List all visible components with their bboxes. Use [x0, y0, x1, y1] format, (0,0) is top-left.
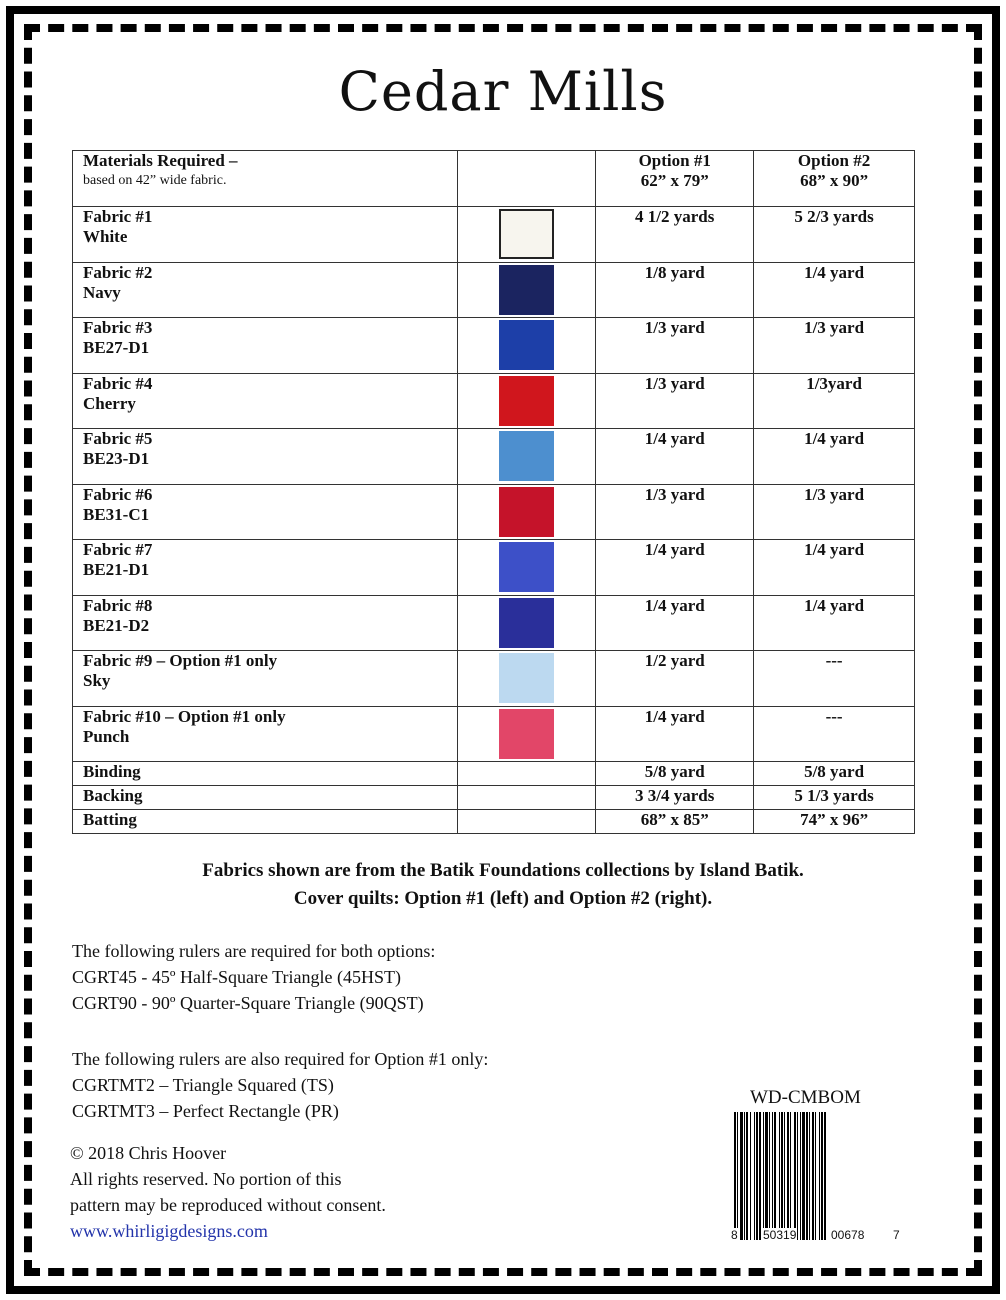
swatch-cell [458, 706, 596, 762]
fabric-name: Fabric #7 [83, 540, 153, 559]
fabric-row [73, 373, 915, 429]
copyright-block [70, 1140, 386, 1244]
fabric-row [73, 651, 915, 707]
option1-amount: 1/3 yard [596, 484, 754, 540]
option1-amount: 68” x 85” [596, 810, 754, 834]
fabric-swatch [499, 431, 554, 481]
fabric-swatch [499, 376, 554, 426]
materials-header-cell [73, 151, 458, 207]
fabric-name: Fabric #5 [83, 429, 153, 448]
fabric-swatch [499, 209, 554, 259]
rulers-option1-section [72, 1046, 488, 1124]
extra-label: Backing [73, 786, 458, 810]
option2-amount: 1/4 yard [754, 429, 915, 485]
option2-amount: 1/3 yard [754, 484, 915, 540]
ruler-item: CGRTMT2 – Triangle Squared (TS) [72, 1075, 334, 1095]
fabric-label-cell [73, 651, 458, 707]
swatch-cell [458, 262, 596, 318]
option1-amount: 1/3 yard [596, 373, 754, 429]
fabric-swatch [499, 542, 554, 592]
materials-table [72, 150, 915, 834]
fabric-code: White [83, 227, 128, 246]
option2-amount: 1/3yard [754, 373, 915, 429]
extra-swatch-cell [458, 762, 596, 786]
consent-line: pattern may be reproduced without consent. [70, 1195, 386, 1215]
fabric-code: Sky [83, 671, 111, 690]
rulers-both-intro: The following rulers are required for both options: [72, 941, 436, 961]
option1-header-cell [596, 151, 754, 207]
fabric-label-cell [73, 706, 458, 762]
fabric-code: BE21-D2 [83, 615, 150, 635]
rights-line: All rights reserved. No portion of this [70, 1169, 342, 1189]
option1-amount: 5/8 yard [596, 762, 754, 786]
rulers-option1-intro: The following rulers are also required for Option #1 only: [72, 1049, 489, 1069]
extra-row [73, 786, 915, 810]
fabric-swatch [499, 487, 554, 537]
swatch-cell [458, 373, 596, 429]
fabric-label-cell [73, 540, 458, 596]
ruler-item: CGRT90 - 90º Quarter-Square Triangle (90QST) [72, 993, 424, 1013]
fabric-name: Fabric #1 [83, 207, 153, 226]
ruler-item: CGRTMT3 – Perfect Rectangle (PR) [72, 1101, 339, 1121]
extra-row [73, 810, 915, 834]
fabric-row [73, 484, 915, 540]
option1-amount: 1/4 yard [596, 706, 754, 762]
extra-swatch-cell [458, 810, 596, 834]
fabric-label-cell [73, 207, 458, 263]
rulers-both-section [72, 938, 435, 1016]
extra-label: Batting [73, 810, 458, 834]
option1-amount: 1/4 yard [596, 540, 754, 596]
fabric-label-cell [73, 595, 458, 651]
option2-name: Option #2 [797, 151, 871, 170]
extra-row [73, 762, 915, 786]
option1-amount: 1/4 yard [596, 429, 754, 485]
fabric-name: Fabric #8 [83, 595, 153, 615]
cover-quilts-note: Cover quilts: Option #1 (left) and Option #2 (right). [293, 888, 713, 909]
copyright-line: © 2018 Chris Hoover [70, 1143, 227, 1163]
fabric-code: Navy [83, 282, 121, 302]
option2-amount: 74” x 96” [754, 810, 915, 834]
swatch-cell [458, 207, 596, 263]
fabric-swatch [499, 320, 554, 370]
option2-amount: --- [754, 706, 915, 762]
fabric-name: Fabric #6 [83, 484, 153, 504]
barcode-group-2: 00678 [831, 1228, 865, 1242]
materials-sublabel: based on 42” wide fabric. [83, 173, 227, 188]
barcode-group-1: 50319 [763, 1228, 797, 1242]
option1-amount: 1/8 yard [596, 262, 754, 318]
option2-amount: 5 1/3 yards [754, 786, 915, 810]
fabric-code: BE23-D1 [83, 449, 150, 468]
materials-label: Materials Required – [83, 151, 238, 170]
option2-amount: 5 2/3 yards [754, 207, 915, 263]
barcode-digit-last: 7 [893, 1228, 900, 1242]
fabric-name: Fabric #2 [83, 262, 153, 282]
fabric-label-cell [73, 318, 458, 374]
fabric-code: BE31-C1 [83, 504, 150, 524]
sku-code: WD-CMBOM [750, 1087, 861, 1108]
ruler-item: CGRT45 - 45º Half-Square Triangle (45HST) [72, 967, 401, 987]
fabric-label-cell [73, 429, 458, 485]
swatch-cell [458, 651, 596, 707]
extra-label: Binding [73, 762, 458, 786]
fabric-name: Fabric #3 [83, 318, 153, 337]
fabric-label-cell [73, 484, 458, 540]
option1-name: Option #1 [638, 151, 711, 170]
fabric-source-note: Fabrics shown are from the Batik Foundations collections by Island Batik. [202, 860, 804, 881]
option2-amount: --- [754, 651, 915, 707]
extra-swatch-cell [458, 786, 596, 810]
fabric-row [73, 207, 915, 263]
option2-size: 68” x 90” [800, 171, 869, 190]
fabric-row [73, 540, 915, 596]
fabric-label-cell [73, 262, 458, 318]
fabric-name: Fabric #9 – Option #1 only [83, 651, 278, 670]
swatch-cell [458, 318, 596, 374]
fabric-row [73, 318, 915, 374]
option1-amount: 1/2 yard [596, 651, 754, 707]
fabric-row [73, 262, 915, 318]
option1-amount: 4 1/2 yards [596, 207, 754, 263]
fabric-code: Punch [83, 726, 130, 746]
fabric-swatch [499, 598, 554, 648]
barcode-digit-first: 8 [731, 1228, 738, 1242]
fabric-row [73, 595, 915, 651]
option2-amount: 1/4 yard [754, 595, 915, 651]
option1-amount: 3 3/4 yards [596, 786, 754, 810]
option2-amount: 1/4 yard [754, 540, 915, 596]
fabric-code: Cherry [83, 393, 136, 413]
swatch-cell [458, 429, 596, 485]
website-link[interactable]: www.whirligigdesigns.com [70, 1221, 268, 1241]
swatch-cell [458, 484, 596, 540]
fabric-label-cell [73, 373, 458, 429]
option2-amount: 1/3 yard [754, 318, 915, 374]
fabric-swatch [499, 653, 554, 703]
fabric-swatch [499, 709, 554, 759]
option1-amount: 1/4 yard [596, 595, 754, 651]
option2-amount: 5/8 yard [754, 762, 915, 786]
fabric-row [73, 706, 915, 762]
fabric-swatch [499, 265, 554, 315]
option2-amount: 1/4 yard [754, 262, 915, 318]
swatch-header-cell [458, 151, 596, 207]
option1-amount: 1/3 yard [596, 318, 754, 374]
option1-size: 62” x 79” [640, 171, 709, 190]
fabric-code: BE27-D1 [83, 338, 150, 357]
fabric-name: Fabric #10 – Option #1 only [83, 706, 286, 726]
page-title: Cedar Mills [338, 60, 668, 123]
barcode-digits [732, 1228, 902, 1246]
table-header-row [73, 151, 915, 207]
option2-header-cell [754, 151, 915, 207]
swatch-cell [458, 540, 596, 596]
fabric-row [73, 429, 915, 485]
swatch-cell [458, 595, 596, 651]
fabric-name: Fabric #4 [83, 373, 153, 393]
fabric-code: BE21-D1 [83, 560, 150, 579]
